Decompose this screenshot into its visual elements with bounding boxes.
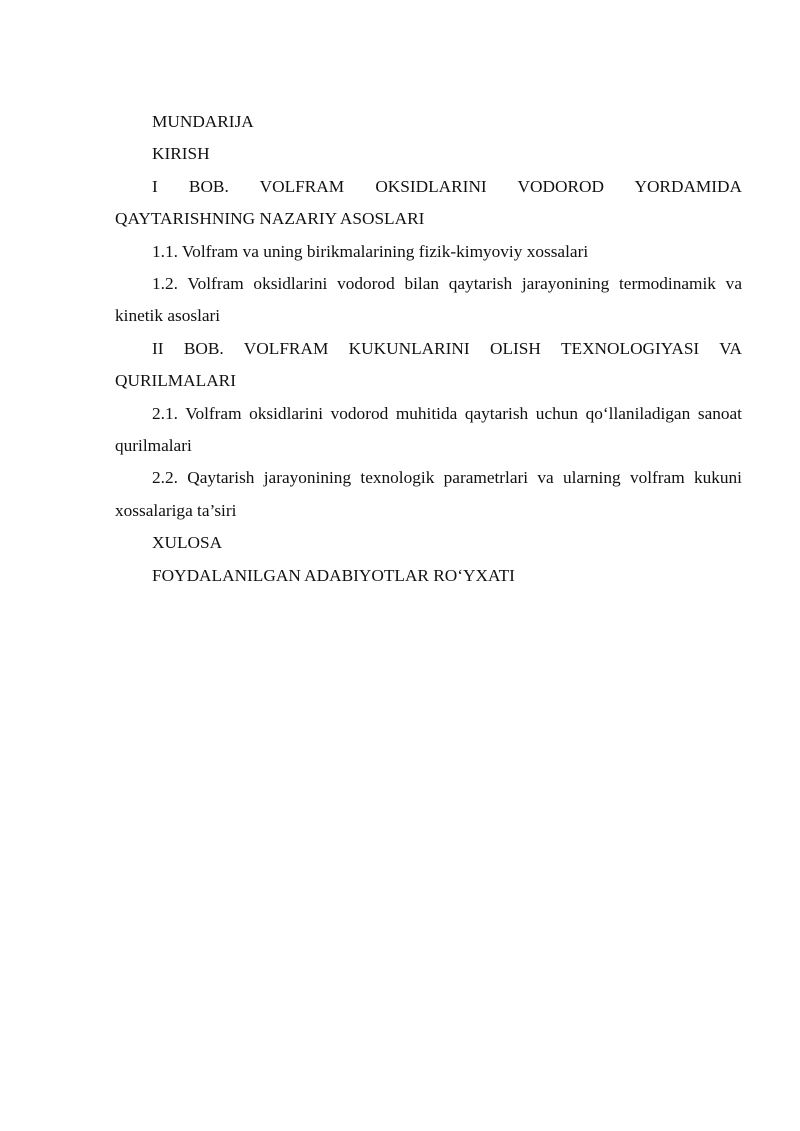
toc-heading: MUNDARIJA bbox=[152, 112, 254, 131]
toc-item-section-2-2: 2.2. Qaytarish jarayonining texnologik parametrlari va ularning volfram kukuni xossalariga ta’siri bbox=[115, 468, 742, 520]
toc-item-conclusion: XULOSA bbox=[152, 533, 223, 553]
toc-item-references: FOYDALANILGAN ADABIYOTLAR RO‘YXATI bbox=[152, 565, 515, 585]
toc-item-introduction: KIRISH bbox=[152, 144, 210, 164]
toc-item-section-1-2: 1.2. Volfram oksidlarini vodorod bilan qaytarish jarayonining termodinamik va kinetik asoslari bbox=[115, 274, 742, 326]
toc-item-section-1-1: 1.1. Volfram va uning birikmalarining fizik-kimyoviy xossalari bbox=[152, 241, 589, 261]
toc-item-section-2-1: 2.1. Volfram oksidlarini vodorod muhitida qaytarish uchun qo‘llaniladigan sanoat qurilmalari bbox=[115, 403, 742, 456]
toc-item-chapter-2: II BOB. VOLFRAM KUKUNLARINI OLISH TEXNOLOGIYASI VA QURILMALARI bbox=[115, 338, 742, 391]
table-of-contents bbox=[115, 106, 742, 592]
toc-item-chapter-1: I BOB. VOLFRAM OKSIDLARINI VODOROD YORDAMIDA QAYTARISHNING NAZARIY ASOSLARI bbox=[115, 176, 742, 229]
